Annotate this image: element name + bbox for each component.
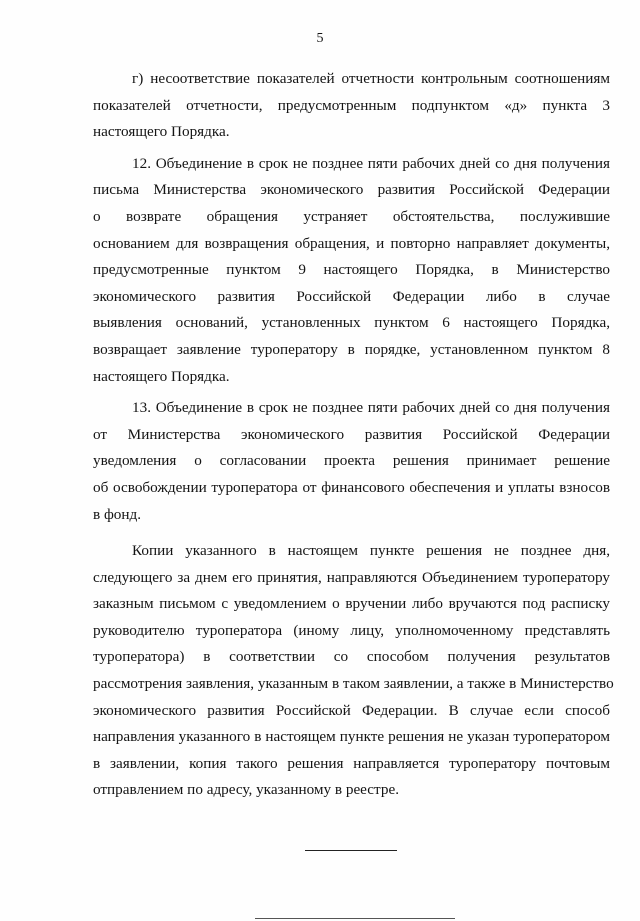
text-line: выявления оснований, установленных пунктом 6 настоящего Порядка, — [93, 314, 610, 332]
paragraph-item-13 — [93, 395, 610, 528]
text-line: заказным письмом с уведомлением о вручении либо вручаются под расписку — [93, 595, 610, 613]
text-line: в фонд. — [93, 505, 142, 523]
text-line: экономического развития Российской Федерации. В случае если способ — [93, 701, 610, 719]
document-body — [93, 66, 614, 804]
text-line: письма Министерства экономического развития Российской Федерации — [93, 181, 610, 199]
text-line: основанием для возвращения обращения, и повторно направляет документы, — [93, 234, 610, 252]
text-line: Копии указанного в настоящем пункте решения не позднее дня, — [132, 542, 610, 560]
text-line: руководителю туроператора (иному лицу, уполномоченному представлять — [93, 621, 610, 639]
text-line: предусмотренные пунктом 9 настоящего Порядка, в Министерство — [93, 261, 610, 279]
text-line: о возврате обращения устраняет обстоятельства, послужившие — [93, 207, 610, 225]
text-line: настоящего Порядка. — [93, 367, 230, 385]
text-line: туроператора) в соответствии со способом получения результатов — [93, 648, 610, 666]
page-bottom-edge — [255, 918, 455, 919]
page-number: 5 — [316, 31, 324, 46]
text-line: рассмотрения заявления, указанным в таком заявлении, а также в Министерство — [93, 675, 614, 693]
paragraph-subitem-g — [93, 66, 610, 146]
text-line: в заявлении, копия такого решения направляется туроператору почтовым — [93, 754, 610, 772]
text-line: показателей отчетности, предусмотренным подпунктом «д» пункта 3 — [93, 96, 610, 114]
paragraph-item-12 — [93, 151, 610, 390]
text-line: от Министерства экономического развития Российской Федерации — [93, 425, 610, 443]
footer-divider — [305, 850, 397, 851]
text-line: настоящего Порядка. — [93, 123, 230, 141]
text-line: направления указанного в настоящем пункте решения не указан туроператором — [93, 728, 610, 746]
text-line: уведомления о согласовании проекта решения принимает решение — [93, 452, 610, 470]
text-line: возвращает заявление туроператору в порядке, установленном пунктом 8 — [93, 340, 610, 358]
paragraph-copies — [93, 538, 614, 804]
text-line: 13. Объединение в срок не позднее пяти рабочих дней со дня получения — [132, 399, 610, 417]
text-line: г) несоответствие показателей отчетности контрольным соотношениям — [132, 70, 610, 87]
text-line: 12. Объединение в срок не позднее пяти рабочих дней со дня получения — [132, 154, 610, 172]
text-line: следующего за днем его принятия, направляются Объединением туроператору — [93, 568, 610, 586]
text-line: об освобождении туроператора от финансового обеспечения и уплаты взносов — [93, 478, 610, 496]
text-line: отправлением по адресу, указанному в реестре. — [93, 781, 399, 799]
text-line: экономического развития Российской Федерации либо в случае — [93, 287, 610, 305]
